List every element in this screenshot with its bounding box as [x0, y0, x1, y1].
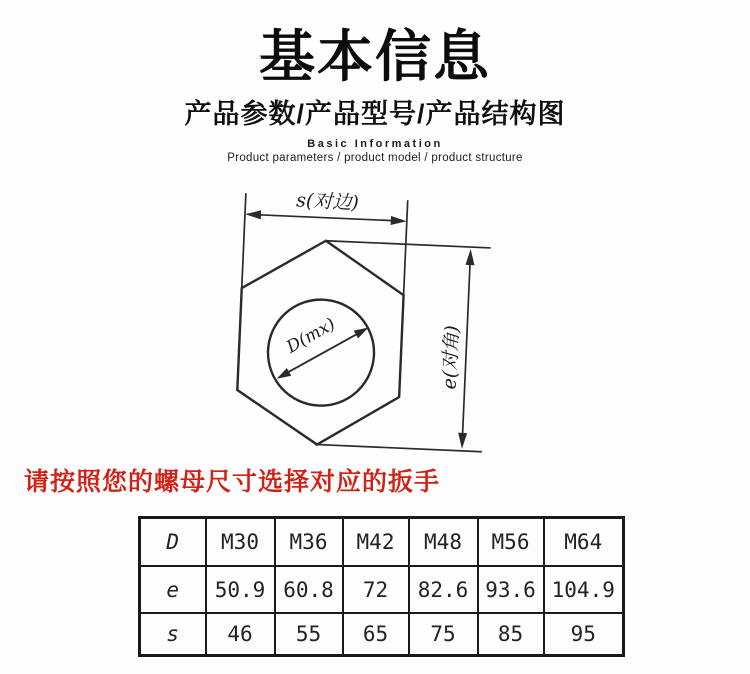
- arrow-up-icon: [465, 249, 475, 265]
- row-label-s: s: [140, 613, 206, 656]
- arrow-right-icon: [391, 216, 407, 226]
- table-row-across-corners: [140, 566, 624, 613]
- table-cell: 60.8: [275, 566, 343, 613]
- table-cell: M56: [478, 518, 544, 567]
- dim-label-across-flats: s(对边): [295, 189, 360, 215]
- page-subtitle-english-detail: Product parameters / product model / product structure: [227, 151, 523, 164]
- dimension-bore-diameter: [277, 312, 369, 382]
- table-cell: M64: [544, 518, 624, 567]
- table-cell: 104.9: [544, 566, 624, 613]
- table-cell: 85: [478, 613, 544, 656]
- size-table-wrap: [138, 516, 625, 657]
- dim-label-across-corners: e(对角): [438, 324, 464, 390]
- row-label-D: D: [140, 518, 206, 567]
- table-row-across-flats: [140, 613, 624, 656]
- table-cell: 72: [343, 566, 409, 613]
- nut-bore-circle: [266, 297, 377, 408]
- page-subtitle-english: Basic Information: [307, 137, 443, 150]
- table-cell: 65: [343, 613, 409, 656]
- header: [0, 0, 750, 164]
- page-title: 基本信息: [259, 25, 491, 88]
- table-cell: M36: [275, 518, 343, 567]
- table-cell: 50.9: [206, 566, 275, 613]
- table-cell: 46: [206, 613, 275, 656]
- table-cell: 75: [409, 613, 478, 656]
- wrench-selection-note: 请按照您的螺母尺寸选择对应的扳手: [24, 468, 441, 496]
- dim-label-bore: D(mx): [283, 314, 339, 358]
- arrow-upper-right-icon: [353, 327, 368, 339]
- page-subtitle: 产品参数/产品型号/产品结构图: [184, 98, 566, 129]
- table-row-thread-diameter: [140, 518, 624, 567]
- table-cell: 55: [275, 613, 343, 656]
- size-table: [138, 516, 625, 657]
- table-cell: 93.6: [478, 566, 544, 613]
- table-cell: M30: [206, 518, 275, 567]
- table-cell: M42: [343, 518, 409, 567]
- arrow-lower-left-icon: [277, 368, 292, 380]
- table-cell: 82.6: [409, 566, 478, 613]
- dimension-across-corners: [315, 241, 491, 452]
- table-cell: M48: [409, 518, 478, 567]
- row-label-e: e: [140, 566, 206, 613]
- hex-nut-outline: [235, 237, 406, 448]
- arrow-left-icon: [245, 210, 261, 220]
- dimension-across-flats: [242, 187, 408, 295]
- table-cell: 95: [544, 613, 624, 656]
- arrow-down-icon: [457, 433, 467, 449]
